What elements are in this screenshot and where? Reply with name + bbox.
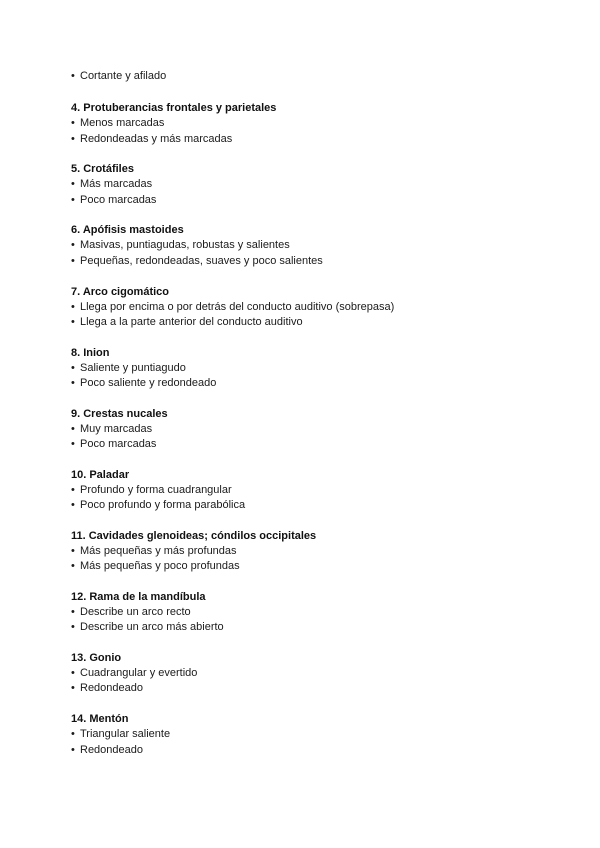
list-item — [71, 681, 530, 696]
section-heading: 14. Mentón — [71, 713, 129, 726]
bullet-marker: • — [71, 743, 75, 756]
list-item — [71, 69, 530, 84]
document-intro-items — [71, 69, 530, 84]
bullet-marker: • — [71, 422, 75, 435]
list-item — [71, 132, 530, 147]
list-item-text: Triangular saliente — [80, 728, 171, 741]
list-item-text: Poco saliente y redondeado — [80, 376, 217, 389]
list-item — [71, 422, 530, 437]
list-item-text: Pequeñas, redondeadas, suaves y poco salientes — [80, 254, 323, 267]
bullet-marker: • — [71, 560, 75, 573]
section-heading: 9. Crestas nucales — [71, 407, 168, 420]
document-section — [71, 222, 530, 269]
list-item — [71, 116, 530, 131]
bullet-marker: • — [71, 621, 75, 634]
section-heading: 6. Apófisis mastoides — [71, 224, 184, 237]
list-item — [71, 544, 530, 559]
document-section — [71, 711, 530, 758]
list-item — [71, 437, 530, 452]
section-heading: 11. Cavidades glenoideas; cóndilos occipitales — [71, 529, 317, 542]
section-heading: 13. Gonio — [71, 652, 122, 665]
document-section — [71, 345, 530, 392]
document-sections — [71, 100, 530, 758]
list-item — [71, 559, 530, 574]
list-item-text: Poco marcadas — [80, 193, 157, 206]
section-heading: 10. Paladar — [71, 468, 130, 481]
list-item-text: Masivas, puntiagudas, robustas y salientes — [80, 239, 290, 252]
list-item — [71, 193, 530, 208]
section-heading: 4. Protuberancias frontales y parietales — [71, 102, 277, 115]
bullet-marker: • — [71, 70, 75, 82]
bullet-marker: • — [71, 728, 75, 741]
list-item-text: Muy marcadas — [80, 422, 153, 435]
bullet-marker: • — [71, 300, 75, 313]
bullet-marker: • — [71, 667, 75, 680]
bullet-marker: • — [71, 483, 75, 496]
bullet-marker: • — [71, 361, 75, 374]
bullet-marker: • — [71, 315, 75, 328]
list-item-text: Llega por encima o por detrás del conducto auditivo (sobrepasa) — [80, 300, 395, 313]
document-section — [71, 589, 530, 636]
list-item — [71, 743, 530, 758]
bullet-marker: • — [71, 438, 75, 451]
list-item — [71, 238, 530, 253]
section-heading: 12. Rama de la mandíbula — [71, 591, 206, 604]
list-item-text: Más marcadas — [80, 178, 153, 191]
list-item — [71, 254, 530, 269]
document-section — [71, 161, 530, 208]
bullet-marker: • — [71, 178, 75, 191]
list-item — [71, 605, 530, 620]
list-item — [71, 666, 530, 681]
bullet-marker: • — [71, 376, 75, 389]
list-item — [71, 300, 530, 315]
list-item — [71, 361, 530, 376]
list-item-text: Describe un arco más abierto — [80, 621, 224, 634]
document-section — [71, 467, 530, 514]
list-item-text: Más pequeñas y poco profundas — [80, 560, 240, 573]
document-section — [71, 650, 530, 697]
list-item-text: Redondeadas y más marcadas — [80, 132, 233, 145]
section-heading: 5. Crotáfiles — [71, 163, 134, 176]
bullet-marker: • — [71, 193, 75, 206]
bullet-marker: • — [71, 254, 75, 267]
list-item — [71, 483, 530, 498]
document-section — [71, 284, 530, 331]
list-item-text: Poco marcadas — [80, 438, 157, 451]
list-item-text: Menos marcadas — [80, 117, 165, 130]
list-item — [71, 620, 530, 635]
document-section — [71, 528, 530, 575]
list-item-text: Saliente y puntiagudo — [80, 361, 186, 374]
document-section — [71, 100, 530, 147]
list-item-text: Describe un arco recto — [80, 606, 191, 619]
list-item — [71, 498, 530, 513]
section-heading: 7. Arco cigomático — [71, 285, 170, 298]
bullet-marker: • — [71, 682, 75, 695]
list-item-text: Cortante y afilado — [80, 70, 167, 82]
list-item — [71, 315, 530, 330]
list-item — [71, 177, 530, 192]
document-section — [71, 406, 530, 453]
list-item-text: Poco profundo y forma parabólica — [80, 499, 246, 512]
list-item — [71, 727, 530, 742]
bullet-marker: • — [71, 606, 75, 619]
list-item-text: Cuadrangular y evertido — [80, 667, 198, 680]
list-item-text: Redondeado — [80, 743, 144, 756]
list-item-text: Llega a la parte anterior del conducto auditivo — [80, 315, 303, 328]
bullet-marker: • — [71, 117, 75, 130]
list-item-text: Profundo y forma cuadrangular — [80, 483, 232, 496]
bullet-marker: • — [71, 132, 75, 145]
list-item — [71, 376, 530, 391]
section-heading: 8. Inion — [71, 346, 110, 359]
list-item-text: Más pequeñas y más profundas — [80, 544, 237, 557]
bullet-marker: • — [71, 544, 75, 557]
bullet-marker: • — [71, 239, 75, 252]
bullet-marker: • — [71, 499, 75, 512]
list-item-text: Redondeado — [80, 682, 144, 695]
